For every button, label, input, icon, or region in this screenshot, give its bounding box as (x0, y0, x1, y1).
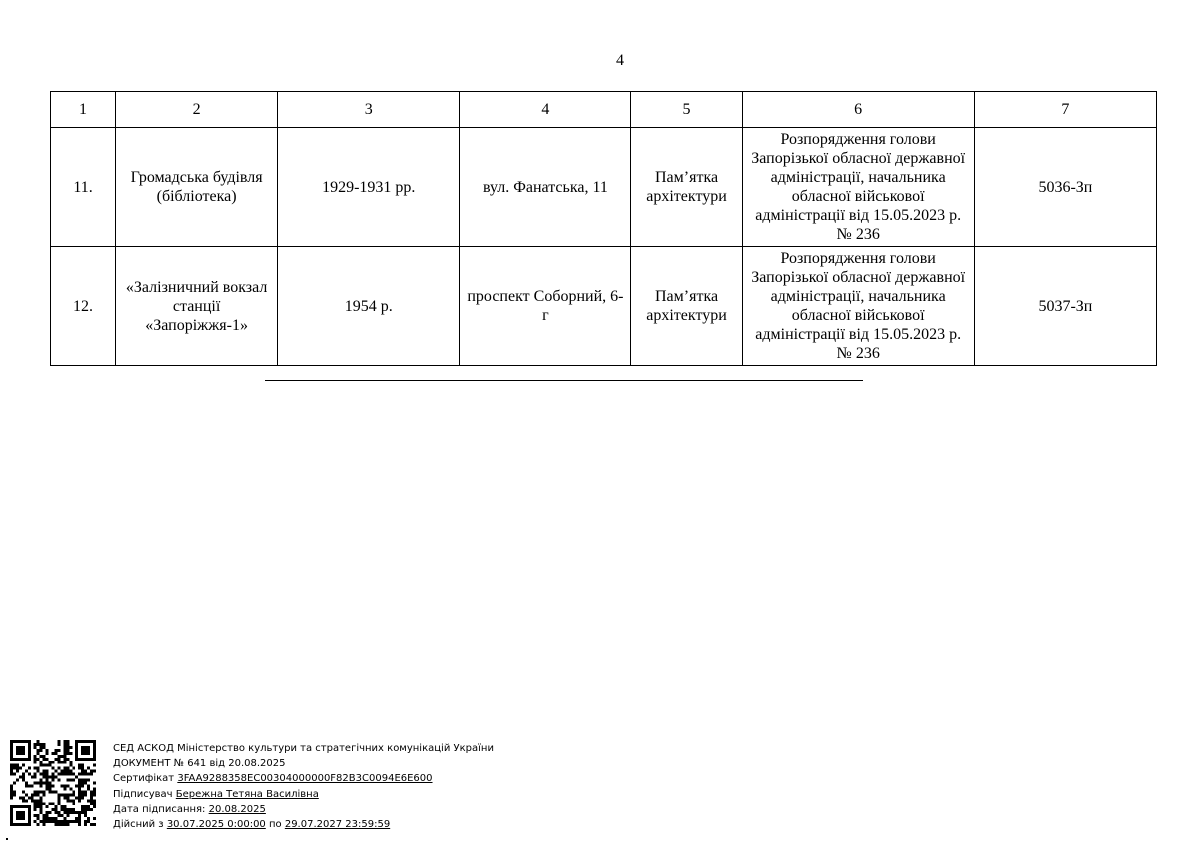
qr-code-icon (10, 740, 96, 826)
stamp-line-signer: Підписувач Бережна Тетяна Василівна (113, 788, 319, 800)
table-row (51, 247, 1157, 366)
column-header: 6 (742, 92, 974, 128)
stamp-line-date: Дата підписання: 20.08.2025 (113, 803, 266, 815)
column-header: 2 (116, 92, 278, 128)
registry-table (50, 91, 1157, 366)
column-header: 7 (974, 92, 1156, 128)
end-of-list-divider (265, 380, 863, 381)
object-date: 1954 р. (278, 247, 460, 366)
column-header: 4 (460, 92, 631, 128)
table-row (51, 128, 1157, 247)
object-type: Пам’ятка архітектури (631, 128, 742, 247)
table-header-row (51, 92, 1157, 128)
margin-dot (6, 838, 8, 840)
object-name: «Залізничний вокзал станції «Запоріжжя-1» (116, 247, 278, 366)
protection-number: 5036-Зп (974, 128, 1156, 247)
legal-basis: Розпорядження голови Запорізької обласної державної адміністрації, начальника обласної військової адміністрації від 15.05.2023 р. № 236 (742, 128, 974, 247)
legal-basis: Розпорядження голови Запорізької обласної державної адміністрації, начальника обласної військової адміністрації від 15.05.2023 р. № 236 (742, 247, 974, 366)
object-name: Громадська будівля (бібліотека) (116, 128, 278, 247)
object-date: 1929-1931 рр. (278, 128, 460, 247)
object-type: Пам’ятка архітектури (631, 247, 742, 366)
page-number: 4 (616, 52, 624, 69)
protection-number: 5037-Зп (974, 247, 1156, 366)
stamp-line-validity: Дійсний з 30.07.2025 0:00:00 по 29.07.2027 23:59:59 (113, 819, 391, 831)
object-address: проспект Соборний, 6-г (460, 247, 631, 366)
column-header: 5 (631, 92, 742, 128)
stamp-line-organization: СЕД АСКОД Міністерство культури та стратегічних комунікацій України (113, 743, 494, 754)
stamp-line-certificate: Сертифікат 3FAA9288358EC00304000000F82B3C0094E6E600 (113, 773, 433, 785)
column-header: 3 (278, 92, 460, 128)
row-number: 11. (51, 128, 116, 247)
electronic-signature-stamp (113, 741, 494, 832)
column-header: 1 (51, 92, 116, 128)
object-address: вул. Фанатська, 11 (460, 128, 631, 247)
stamp-line-document: ДОКУМЕНТ № 641 від 20.08.2025 (113, 758, 286, 770)
row-number: 12. (51, 247, 116, 366)
